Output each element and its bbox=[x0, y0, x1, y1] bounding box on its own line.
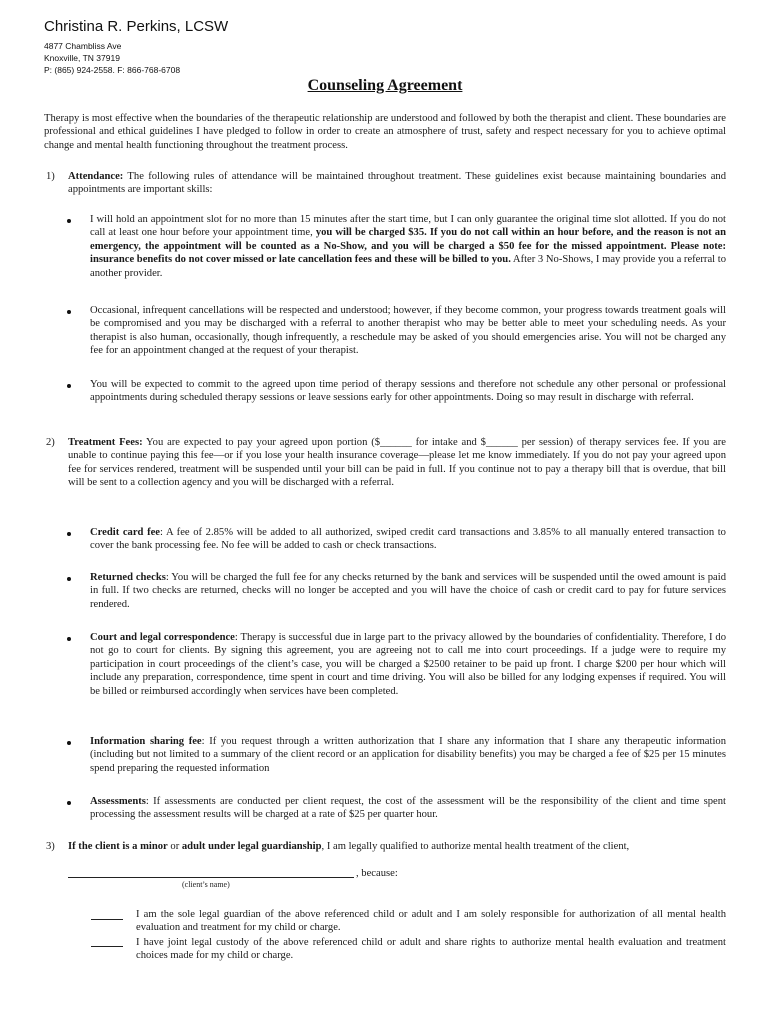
attendance-bullet-1 bbox=[90, 213, 726, 280]
bullet-icon bbox=[67, 801, 71, 805]
attendance-bullet-2: Occasional, infrequent cancellations will be respected and understood; however, if they become common, your progress towards treatment goals will be compromised and you may be discharged with a referral to another therapist who may be better able to meet your scheduling needs. As your therapist is also human, occasionally, though infrequently, a reschedule may be asked of you should emergencies arise. You will not be charged any fee for an appointment changed at the request of your therapist. bbox=[90, 305, 726, 357]
joint-custody-option: I have joint legal custody of the above referenced child or adult and share rights to authorize mental health evaluation and treatment choices made for my child or charge. bbox=[136, 937, 726, 962]
section-3-paragraph bbox=[68, 840, 726, 853]
attendance-bullet-1-bold: you will be charged $35. If you do not call within an hour before, and the reason is not an emergency, the appointment will be counted as a No-Show, and you will be charged a $50 fee for the missed appointment. Please note: insurance benefits do not cover missed or late cancellation fees and these will be billed to you. bbox=[90, 227, 726, 266]
section-3-number: 3) bbox=[46, 841, 55, 852]
provider-phone: P: (865) 924-2558. F: 866-768-6708 bbox=[44, 65, 181, 75]
intro-paragraph: Therapy is most effective when the boundaries of the therapeutic relationship are understood and followed by both the therapist and client. These boundaries are professional and ethical guidelines I have pledged to follow in order to create an atmosphere of trust, safety and respect necessary for you to achieve optimal change and mental health functioning throughout the treatment process. bbox=[44, 113, 726, 151]
attendance-bullet-1-tail: After 3 No-Shows, I may provide you a referral to another provider. bbox=[90, 254, 726, 279]
fees-bullet-information-sharing bbox=[90, 735, 726, 775]
client-name-field[interactable] bbox=[68, 877, 354, 878]
assessments-heading: Assessments bbox=[90, 796, 146, 807]
provider-name: Christina R. Perkins, LCSW bbox=[44, 18, 229, 35]
provider-city: Knoxville, TN 37919 bbox=[44, 53, 120, 63]
fees-bullet-credit-card bbox=[90, 526, 726, 553]
court-legal-heading: Court and legal correspondence bbox=[90, 632, 235, 643]
section-1-text: The following rules of attendance will be maintained throughout treatment. These guidelines exist because maintaining boundaries and appointments are important skills: bbox=[68, 171, 726, 196]
bullet-icon bbox=[67, 741, 71, 745]
fees-bullet-court bbox=[90, 631, 726, 698]
section-1-heading: Attendance: bbox=[68, 171, 124, 182]
fees-bullet-assessments bbox=[90, 795, 726, 822]
fees-bullet-returned-checks bbox=[90, 571, 726, 611]
attendance-bullet-3: You will be expected to commit to the agreed upon time period of therapy sessions and therefore not schedule any other personal or professional appointments during scheduled therapy sessions or leave sessions early for other appointments. Doing so may result in discharge with referral. bbox=[90, 379, 726, 404]
bullet-icon bbox=[67, 637, 71, 641]
bullet-icon bbox=[67, 532, 71, 536]
bullet-icon bbox=[67, 310, 71, 314]
section-3-or: or bbox=[167, 841, 182, 852]
section-2-number: 2) bbox=[46, 437, 55, 448]
because-text: , because: bbox=[356, 868, 398, 879]
credit-card-fee-heading: Credit card fee bbox=[90, 527, 160, 538]
bullet-icon bbox=[67, 219, 71, 223]
returned-checks-text: : You will be charged the full fee for any checks returned by the bank and services will be suspended until the owed amount is paid in full. If two checks are returned, checks will no longer be accepted and you will have the choice of cash or credit card to pay for future services rendered. bbox=[90, 572, 726, 610]
bullet-icon bbox=[67, 384, 71, 388]
joint-custody-checkbox[interactable] bbox=[91, 946, 123, 947]
section-3-heading-2: adult under legal guardianship bbox=[181, 841, 322, 852]
sole-guardian-option: I am the sole legal guardian of the above referenced child or adult and I am solely responsible for authorization of all mental health evaluation and treatment for my child or charge. bbox=[136, 909, 726, 934]
bullet-icon bbox=[67, 577, 71, 581]
section-2-paragraph bbox=[68, 436, 726, 490]
sole-guardian-checkbox[interactable] bbox=[91, 919, 123, 920]
information-sharing-text: : If you request through a written authorization that I share any information that I share any therapeutic information (including but not limited to a summary of the client record or an application for disability benefits) you may be charged a fee of $25 per 15 minutes spend preparing the requested information bbox=[90, 736, 726, 774]
information-sharing-heading: Information sharing fee bbox=[90, 736, 202, 747]
client-name-caption: (client’s name) bbox=[182, 880, 230, 889]
section-2-heading: Treatment Fees: bbox=[68, 437, 143, 448]
document-title: Counseling Agreement bbox=[307, 77, 463, 94]
section-1-number: 1) bbox=[46, 171, 55, 182]
section-3-heading: If the client is a minor bbox=[68, 841, 168, 852]
credit-card-fee-text: : A fee of 2.85% will be added to all authorized, swiped credit card transactions and 3.85% to all manually entered transaction to cover the bank processing fee. No fee will be added to cash or check transactions. bbox=[90, 527, 726, 552]
section-1-paragraph bbox=[68, 170, 726, 197]
court-legal-text: : Therapy is successful due in large part to the privacy allowed by the boundaries of confidentiality. Therefore, I do not go to court for clients. By signing this agreement, you are agreeing not to call me into court proceedings. If a judge were to require my participation in court proceedings of the client’s case, you will be charged a $2500 retainer to be paid up front. I charge $200 per hour which will include any preparation, correspondence, time spent in court and time driving. You will also be billed for any lodging expenses if required. You will be billed or reimbursed accordingly when services have been completed. bbox=[90, 632, 726, 697]
section-3-text: , I am legally qualified to authorize mental health treatment of the client, bbox=[321, 841, 630, 852]
assessments-text: : If assessments are conducted per client request, the cost of the assessment will be the responsibility of the client and time spent processing the assessment results will be charged at a rate of $25 per quarter hour. bbox=[90, 796, 726, 821]
provider-address: 4877 Chambliss Ave bbox=[44, 41, 122, 51]
returned-checks-heading: Returned checks bbox=[90, 572, 166, 583]
section-2-text: You are expected to pay your agreed upon portion ($______ for intake and $______ per session) of therapy services fee. If you are unable to continue paying this fee—or if you lose your health insurance coverage—please let me know immediately. If you do not pay your agreed upon fee for services rendered, treatment will be suspended until your bill can be paid in full. If you continue not to pay a therapy bill that is overdue, that bill will be sent to a collection agency and you will be discharged with a referral. bbox=[68, 437, 727, 489]
attendance-bullet-1-text: I will hold an appointment slot for no more than 15 minutes after the start time, but I can only guarantee the original time slot allotted. If you do not call at least one hour before your appointment time, bbox=[90, 214, 726, 239]
